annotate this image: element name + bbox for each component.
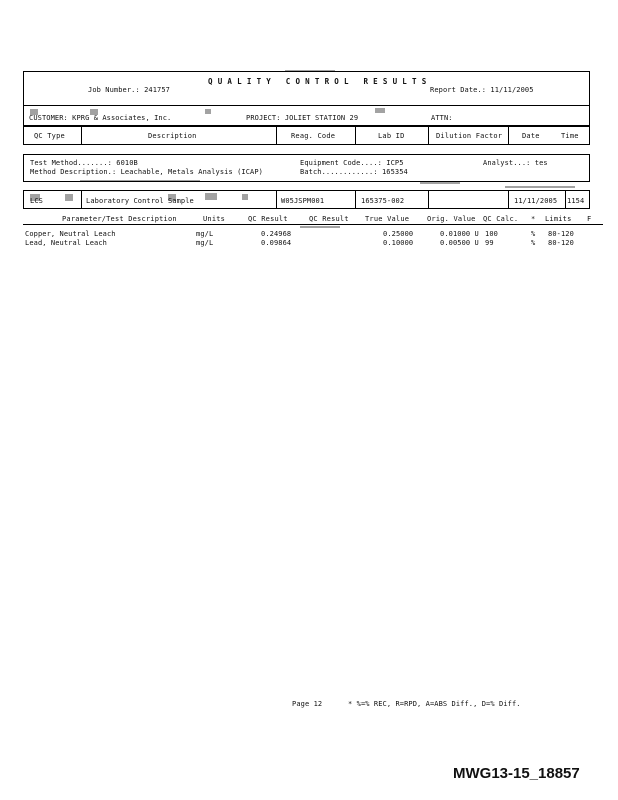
divider bbox=[81, 190, 82, 209]
col-time: Time bbox=[561, 132, 579, 140]
res-col-f: F bbox=[587, 215, 592, 223]
divider bbox=[355, 126, 356, 145]
res-col-limits: Limits bbox=[545, 215, 572, 223]
col-date: Date bbox=[522, 132, 540, 140]
result-qc-result: 0.09864 bbox=[261, 239, 292, 247]
report-title: QUALITY CONTROL RESULTS bbox=[208, 77, 432, 86]
sample-description: Laboratory Control Sample bbox=[86, 197, 194, 205]
result-qc-calc: 99 bbox=[485, 239, 494, 247]
divider bbox=[508, 126, 509, 145]
result-units: mg/L bbox=[196, 239, 214, 247]
sample-date: 11/11/2005 bbox=[514, 197, 558, 205]
document-id: MWG13-15_18857 bbox=[453, 765, 580, 782]
res-col-qc-result: QC Result bbox=[248, 215, 288, 223]
res-col-orig-value: Orig. Value bbox=[427, 215, 476, 223]
scan-noise bbox=[300, 226, 340, 228]
result-qc-result: 0.24968 bbox=[261, 230, 292, 238]
divider bbox=[355, 190, 356, 209]
res-col-parameter: Parameter/Test Description bbox=[62, 215, 177, 223]
col-dilution-factor: Dilution Factor bbox=[436, 132, 503, 140]
sample-reag-code: W05JSPM001 bbox=[281, 197, 325, 205]
page-number: Page 12 bbox=[292, 700, 323, 708]
col-qc-type: QC Type bbox=[34, 132, 65, 140]
res-col-units: Units bbox=[203, 215, 226, 223]
method-description: Method Description.: Leachable, Metals Analysis (ICAP) bbox=[30, 168, 263, 176]
divider bbox=[508, 190, 509, 209]
customer-name: CUSTOMER: KPRG & Associates, Inc. bbox=[29, 114, 172, 122]
results-header-rule bbox=[23, 224, 603, 225]
analyst: Analyst...: tes bbox=[483, 159, 548, 167]
sample-qc-type: LCS bbox=[30, 197, 43, 205]
result-limits: 80-120 bbox=[548, 230, 574, 238]
test-method: Test Method.......: 6010B bbox=[30, 159, 138, 167]
result-parameter: Copper, Neutral Leach bbox=[25, 230, 116, 238]
res-col-qc-calc: QC Calc. bbox=[483, 215, 519, 223]
sample-time: 1154 bbox=[567, 197, 585, 205]
result-units: mg/L bbox=[196, 230, 214, 238]
divider bbox=[565, 190, 566, 209]
divider bbox=[428, 190, 429, 209]
result-star: % bbox=[531, 230, 536, 238]
divider bbox=[428, 126, 429, 145]
result-limits: 80-120 bbox=[548, 239, 574, 247]
sample-lab-id: 165375-002 bbox=[361, 197, 405, 205]
job-number: Job Number.: 241757 bbox=[88, 86, 170, 94]
batch-number: Batch............: 165354 bbox=[300, 168, 408, 176]
divider bbox=[81, 126, 82, 145]
divider bbox=[276, 190, 277, 209]
col-description: Description bbox=[148, 132, 197, 140]
result-orig-value: 0.00500 U bbox=[440, 239, 479, 247]
scan-noise bbox=[420, 182, 460, 184]
res-col-star: * bbox=[531, 215, 536, 223]
scan-noise bbox=[505, 186, 575, 188]
result-qc-calc: 100 bbox=[485, 230, 498, 238]
result-true-value: 0.10000 bbox=[383, 239, 414, 247]
result-star: % bbox=[531, 239, 536, 247]
project-name: PROJECT: JOLIET STATION 29 bbox=[246, 114, 359, 122]
legend-note: * %=% REC, R=RPD, A=ABS Diff., D=% Diff. bbox=[348, 700, 521, 708]
res-col-qc-result-2: QC Result bbox=[309, 215, 349, 223]
report-date: Report Date.: 11/11/2005 bbox=[430, 86, 534, 94]
result-parameter: Lead, Neutral Leach bbox=[25, 239, 107, 247]
result-orig-value: 0.01000 U bbox=[440, 230, 479, 238]
col-lab-id: Lab ID bbox=[378, 132, 405, 140]
equipment-code: Equipment Code....: ICP5 bbox=[300, 159, 404, 167]
col-reag-code: Reag. Code bbox=[291, 132, 336, 140]
attn-label: ATTN: bbox=[431, 114, 453, 122]
divider bbox=[276, 126, 277, 145]
res-col-true-value: True Value bbox=[365, 215, 410, 223]
result-true-value: 0.25000 bbox=[383, 230, 414, 238]
